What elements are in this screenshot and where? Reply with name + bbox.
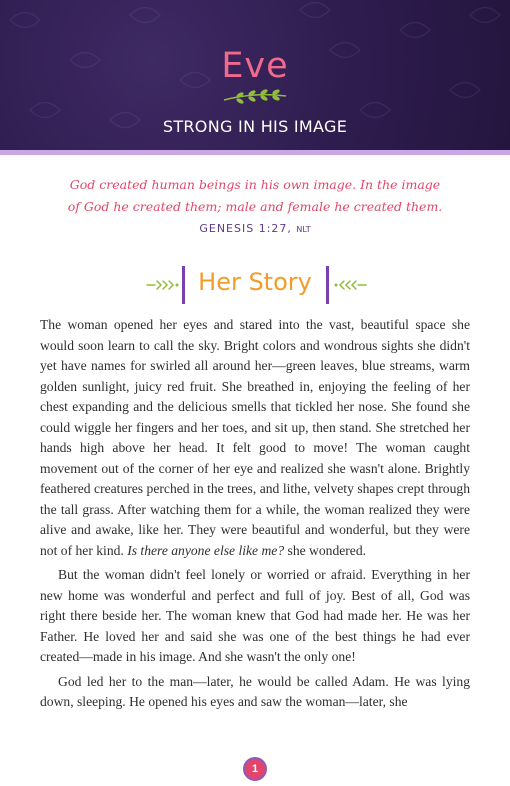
section-heading: Her Story	[198, 268, 312, 296]
chapter-title: Eve	[221, 46, 289, 86]
story-text: The woman opened her eyes and stared into the vast, beautiful space she would soon learn to call the sky. Bright colors and wondrous sights she didn't yet have names for swirled all around her—green leaves, blue streams, warm golden sunlight, juicy red fruit. She breathed in, enjoying the feeling of her chest expanding and the delicious smells that tickled her nose. She found she could wiggle her fingers and her toes, and sit up, then stand. She stretched her hands high above her head. It felt good to move! The woman caught movement out of the corner of her eye and realized she wasn't alone. Brightly feathered creatures perched in the trees, and lithe, velvety shapes crept through the tall grass. After watching them for a while, the woman realized they were alive and awake, like her. They were beautiful and wonderful, but they were not of her kind.	[40, 317, 470, 558]
story-italic-text: Is there anyone else like me?	[127, 542, 285, 558]
verse-line: of God he created them; male and female he created them.	[67, 199, 443, 214]
header-divider	[0, 150, 510, 155]
verse-reference	[0, 222, 510, 235]
story-paragraph: But the woman didn't feel lonely or worried or afraid. Everything in her new home was wonderful and perfect and full of joy. Best of all, God was right there beside her. The woman knew that God had made her. He was her Father. He loved her and said she was one of the best things he had ever created—made in his image. And she wasn't the only one!	[40, 567, 470, 664]
chapter-header	[0, 0, 510, 150]
story-paragraph: God led her to the man—later, he would be called Adam. He was lying down, sleeping. He opened his eyes and saw the woman—later, she	[40, 673, 470, 709]
bible-version: NLT	[296, 225, 311, 234]
scripture-verse	[60, 174, 450, 218]
right-divider-bar	[326, 266, 329, 304]
story-text: she wondered.	[284, 542, 367, 558]
right-ornament-icon	[333, 279, 367, 291]
reference-text: GENESIS 1:27,	[199, 222, 292, 235]
sprig-icon	[222, 88, 288, 106]
verse-line: God created human beings in his own image. In the image	[69, 177, 441, 192]
page-number: 1	[243, 757, 267, 781]
section-header	[0, 266, 510, 306]
chapter-subtitle: STRONG IN HIS IMAGE	[162, 117, 348, 136]
story-paragraph	[40, 315, 470, 561]
left-ornament-icon	[146, 279, 180, 291]
story-body	[40, 315, 470, 713]
